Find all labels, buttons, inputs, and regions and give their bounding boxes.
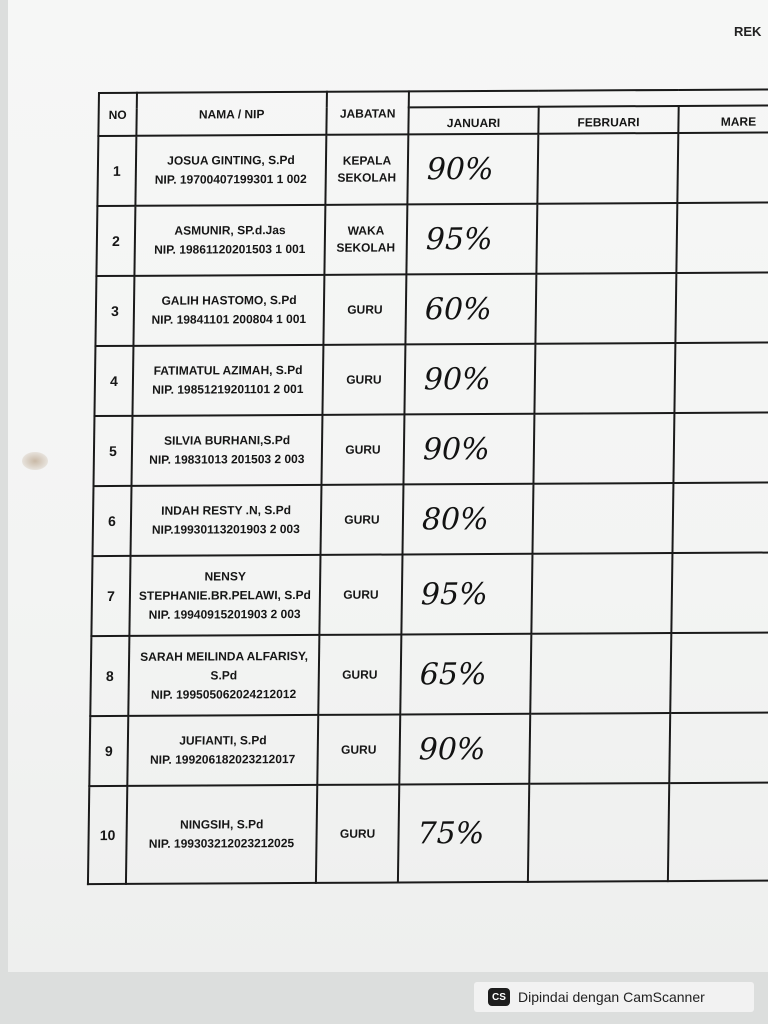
scanned-page xyxy=(8,0,768,972)
row-januari-value: 75% xyxy=(398,784,529,883)
row-januari-value: 95% xyxy=(401,554,532,635)
row-number: 1 xyxy=(97,136,136,206)
row-jabatan: GURU xyxy=(319,554,402,634)
header-jabatan: JABATAN xyxy=(326,91,409,134)
row-number: 5 xyxy=(93,416,132,486)
row-jabatan: GURU xyxy=(316,784,399,882)
row-januari-value: 60% xyxy=(405,274,536,345)
row-januari-value: 90% xyxy=(399,714,530,785)
row-name-nip xyxy=(135,135,326,206)
row-jabatan: GURU xyxy=(323,274,406,344)
table-row xyxy=(96,202,768,276)
row-januari-value: 95% xyxy=(406,204,537,275)
table-row xyxy=(94,342,768,416)
row-name-nip xyxy=(134,205,325,276)
row-februari-value xyxy=(536,203,677,274)
employee-nip: NIP.19930113201903 2 003 xyxy=(151,521,300,537)
table-row xyxy=(95,272,768,346)
employee-nip: NIP. 19851219201101 2 001 xyxy=(152,381,304,397)
table-row xyxy=(89,712,768,786)
row-januari-value: 80% xyxy=(402,484,533,555)
employee-name: FATIMATUL AZIMAH, S.Pd xyxy=(153,362,303,378)
employee-name: GALIH HASTOMO, S.Pd xyxy=(161,292,297,308)
row-jabatan: KEPALA SEKOLAH xyxy=(325,134,408,204)
header-month-januari: JANUARI xyxy=(408,107,538,135)
employee-nip: NIP. 19841101 200804 1 001 xyxy=(151,311,307,327)
row-februari-value xyxy=(530,633,671,714)
row-name-nip xyxy=(131,415,322,486)
table-row xyxy=(88,782,768,884)
employee-nip: NIP. 199303212023212025 xyxy=(148,836,295,851)
row-name-nip xyxy=(126,785,317,884)
table-row xyxy=(93,482,768,556)
row-maret-value xyxy=(670,632,768,713)
camscanner-label: Dipindai dengan CamScanner xyxy=(518,989,705,1005)
row-jabatan: GURU xyxy=(321,414,404,484)
row-maret-value xyxy=(677,132,768,203)
row-name-nip xyxy=(127,715,318,786)
table-row xyxy=(91,552,768,636)
employee-name: SILVIA BURHANI,S.Pd xyxy=(164,433,291,448)
employee-name: JOSUA GINTING, S.Pd xyxy=(167,152,295,168)
row-januari-value: 90% xyxy=(407,134,538,205)
row-name-nip xyxy=(128,635,319,716)
table-body xyxy=(88,132,768,884)
row-number: 3 xyxy=(95,276,134,346)
row-jabatan: GURU xyxy=(317,714,400,784)
row-maret-value xyxy=(676,202,768,273)
employee-nip: NIP. 199206182023212017 xyxy=(149,752,296,767)
row-name-nip xyxy=(131,485,322,556)
header-month-februari: FEBRUARI xyxy=(538,106,678,134)
row-januari-value: 90% xyxy=(404,344,535,415)
table-row xyxy=(97,132,768,206)
paper-stain xyxy=(22,452,48,470)
employee-nip: NIP. 199505062024212012 xyxy=(150,686,297,702)
camscanner-watermark xyxy=(474,982,754,1012)
row-februari-value xyxy=(534,343,675,414)
row-number: 6 xyxy=(93,486,132,556)
row-name-nip xyxy=(133,275,324,346)
employee-name: NINGSIH, S.Pd xyxy=(179,817,264,832)
row-jabatan: GURU xyxy=(322,344,405,414)
header-no: NO xyxy=(98,93,137,136)
camscanner-logo-icon: CS xyxy=(488,988,510,1006)
header-months-group xyxy=(409,89,768,107)
employee-name: NENSY STEPHANIE.BR.PELAWI, S.Pd xyxy=(138,568,312,603)
employee-name: SARAH MEILINDA ALFARISY, S.Pd xyxy=(140,648,309,682)
row-name-nip xyxy=(129,555,320,636)
employee-name: ASMUNIR, SP.d.Jas xyxy=(174,223,286,238)
table-row xyxy=(93,412,768,486)
row-number: 8 xyxy=(90,636,129,716)
employee-nip: NIP. 19700407199301 1 002 xyxy=(154,171,307,187)
row-maret-value xyxy=(675,272,768,343)
row-februari-value xyxy=(532,483,673,554)
page-header: REK xyxy=(734,24,762,39)
header-nama-nip: NAMA / NIP xyxy=(136,92,327,136)
employee-nip: NIP. 19831013 201503 2 003 xyxy=(149,451,305,467)
row-number: 2 xyxy=(96,206,135,276)
row-jabatan: WAKA SEKOLAH xyxy=(324,204,407,274)
row-februari-value xyxy=(537,133,678,204)
row-jabatan: GURU xyxy=(318,634,401,714)
row-februari-value xyxy=(531,553,672,634)
recap-table xyxy=(87,88,768,885)
employee-nip: NIP. 19940915201903 2 003 xyxy=(148,606,301,622)
row-number: 10 xyxy=(88,786,127,884)
row-februari-value xyxy=(533,413,674,484)
row-februari-value xyxy=(535,273,676,344)
table-row xyxy=(90,632,768,716)
row-maret-value xyxy=(672,482,768,553)
row-number: 7 xyxy=(91,556,130,636)
row-februari-value xyxy=(528,783,669,882)
row-februari-value xyxy=(529,713,670,784)
header-month-maret: MARE xyxy=(678,105,768,133)
employee-name: INDAH RESTY .N, S.Pd xyxy=(161,503,292,518)
employee-name: JUFIANTI, S.Pd xyxy=(179,733,267,748)
row-jabatan: GURU xyxy=(320,484,403,554)
recap-table-wrapper xyxy=(87,88,768,885)
row-number: 9 xyxy=(89,716,128,786)
row-name-nip xyxy=(132,345,323,416)
row-number: 4 xyxy=(94,346,133,416)
employee-nip: NIP. 19861120201503 1 001 xyxy=(154,241,306,257)
row-januari-value: 90% xyxy=(403,414,534,485)
row-maret-value xyxy=(671,552,768,633)
row-maret-value xyxy=(673,412,768,483)
row-maret-value xyxy=(669,712,768,783)
row-maret-value xyxy=(668,782,768,881)
row-maret-value xyxy=(674,342,768,413)
row-januari-value: 65% xyxy=(400,634,531,715)
